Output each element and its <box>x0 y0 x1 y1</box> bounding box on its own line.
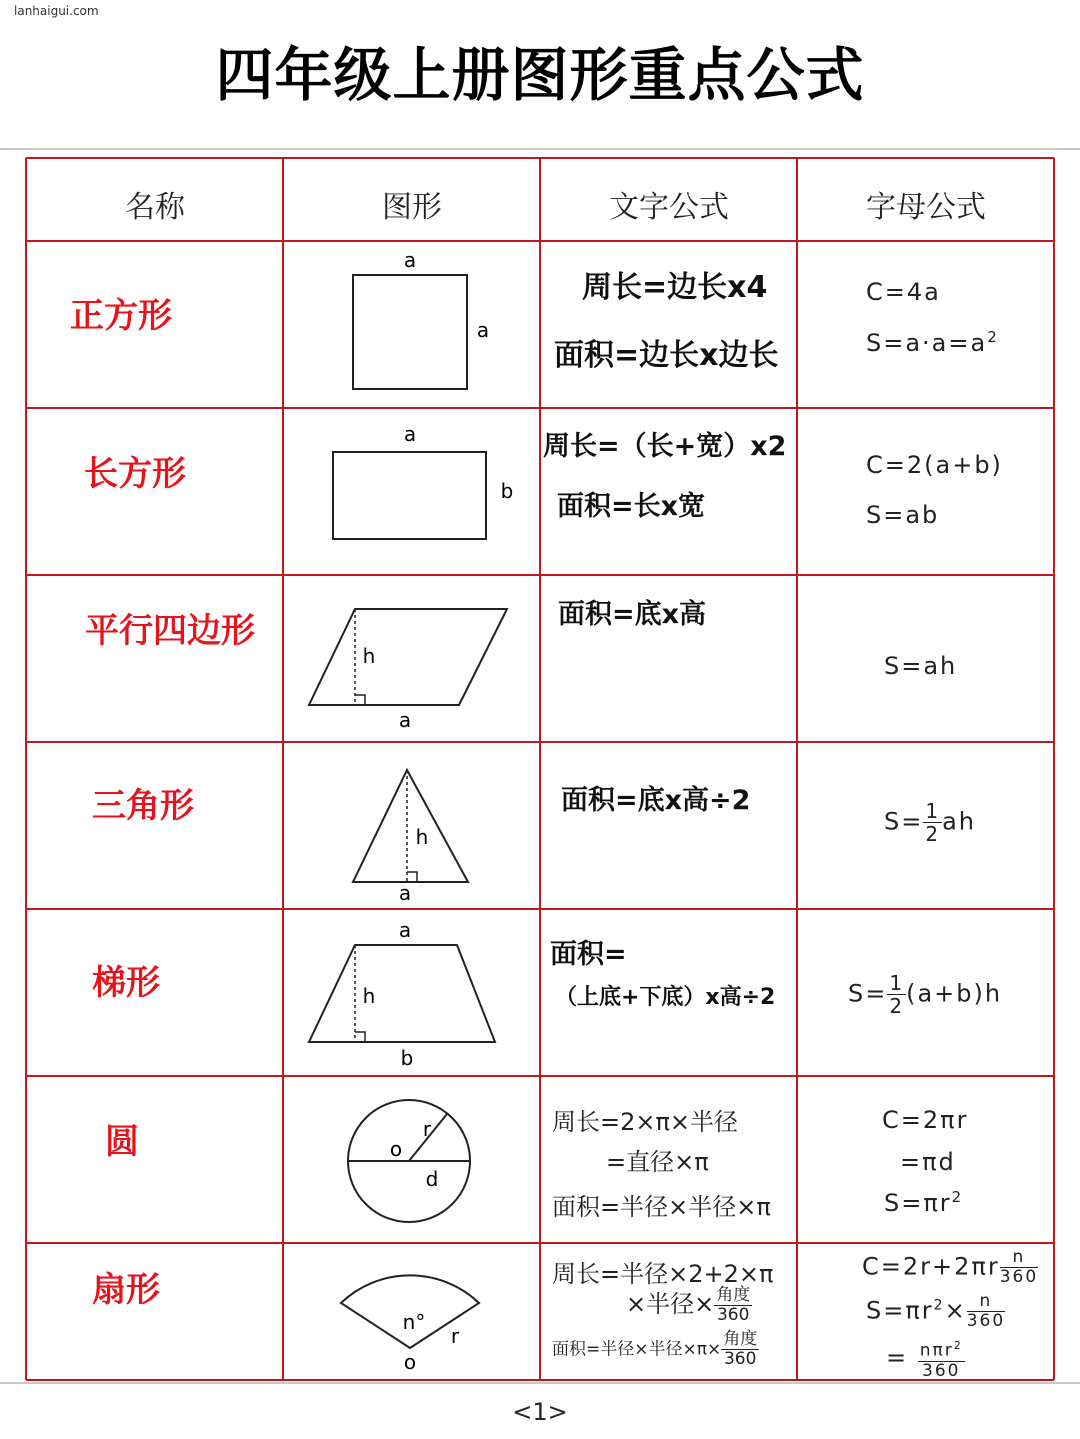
rectangle-area-formula: 面积=长x宽 <box>557 491 706 522</box>
triangle-label-h: h <box>415 825 429 849</box>
circle-label-diameter: d <box>425 1167 439 1191</box>
header-figure: 图形 <box>382 190 442 225</box>
sector-letter-area-simplified: = $\frac{n\pi r^2}{360}$ <box>886 1336 965 1381</box>
trapezoid-area-formula-line2: （上底+下底）x高÷2 <box>555 985 776 1010</box>
site-watermark: lanhaigui.com <box>14 4 99 18</box>
sector-figure <box>283 1243 540 1380</box>
rectangle-letter-area: S=ab <box>866 501 940 529</box>
parallelogram-area-formula: 面积=底x高 <box>558 599 707 630</box>
shape-name-rectangle: 长方形 <box>84 454 186 494</box>
page-title: 四年级上册图形重点公式 <box>215 41 865 109</box>
trapezoid-label-base: b <box>400 1046 414 1070</box>
square-figure <box>283 241 540 408</box>
triangle-figure <box>283 742 540 909</box>
circle-perimeter-formula: 周长=2×π×半径 <box>552 1108 739 1136</box>
circle-letter-perimeter-alt: =πd <box>900 1148 956 1176</box>
rectangle-label-top: a <box>403 422 417 446</box>
shape-name-sector: 扇形 <box>92 1270 160 1310</box>
circle-letter-area: $S=\pi r^2$ <box>884 1188 964 1217</box>
square-label-top: a <box>403 248 417 272</box>
sector-perimeter-formula-cont: ×半径× $\frac{\text{角度}}{360}$ <box>626 1284 751 1325</box>
sector-label-center: o <box>403 1350 417 1374</box>
header-word-formula: 文字公式 <box>609 190 729 225</box>
rectangle-label-side: b <box>500 479 514 503</box>
triangle-letter-area: S= $\frac{1}{2}$ ah <box>884 799 976 846</box>
sector-area-formula: 面积=半径×半径×π× $\frac{\text{角度}}{360}$ <box>552 1329 758 1369</box>
shape-name-square: 正方形 <box>70 296 172 336</box>
square-perimeter-formula: 周长=边长x4 <box>582 270 768 305</box>
sector-letter-perimeter: C=2r+2πr $\frac{n}{360}$ <box>862 1247 1039 1287</box>
bottom-divider <box>0 1382 1080 1384</box>
shape-name-circle: 圆 <box>105 1122 139 1162</box>
page-number: <1> <box>512 1398 568 1426</box>
rectangle-figure <box>283 408 540 575</box>
rectangle-letter-perimeter: C=2(a+b) <box>866 451 1003 479</box>
parallelogram-label-base: a <box>398 708 412 732</box>
circle-label-radius: r <box>422 1117 432 1141</box>
sector-label-angle: n° <box>402 1310 426 1334</box>
circle-area-formula: 面积=半径×半径×π <box>552 1193 771 1221</box>
parallelogram-letter-area: S=ah <box>884 652 958 680</box>
trapezoid-label-top: a <box>398 918 412 942</box>
square-letter-perimeter: C=4a <box>866 278 941 306</box>
trapezoid-area-formula-line1: 面积= <box>550 939 627 970</box>
square-label-side: a <box>476 318 490 342</box>
triangle-area-formula: 面积=底x高÷2 <box>561 785 751 816</box>
sector-perimeter-formula: 周长=半径×2+2×π <box>552 1260 774 1288</box>
parallelogram-figure <box>283 575 540 742</box>
square-area-formula: 面积=边长x边长 <box>554 338 779 373</box>
sector-letter-area: $S=\pi r^2\times$ $\frac{n}{360}$ <box>866 1291 1006 1331</box>
circle-figure <box>283 1076 540 1243</box>
trapezoid-figure <box>283 909 540 1076</box>
trapezoid-letter-area: S= $\frac{1}{2}$ (a+b)h <box>848 971 1003 1018</box>
shape-name-parallelogram: 平行四边形 <box>85 611 255 651</box>
rectangle-perimeter-formula: 周长=（长+宽）x2 <box>543 431 787 462</box>
sector-label-radius: r <box>450 1324 460 1348</box>
circle-perimeter-formula-alt: =直径×π <box>606 1148 709 1176</box>
header-name: 名称 <box>125 190 185 225</box>
parallelogram-label-h: h <box>362 644 376 668</box>
triangle-label-base: a <box>398 881 412 905</box>
header-letter-formula: 字母公式 <box>866 190 986 225</box>
circle-letter-perimeter: C=2πr <box>882 1106 969 1134</box>
shape-name-triangle: 三角形 <box>92 786 194 826</box>
shape-name-trapezoid: 梯形 <box>92 963 160 1003</box>
square-letter-area: $S=a\cdot a=a^2$ <box>866 328 999 357</box>
circle-label-center: o <box>389 1137 403 1161</box>
trapezoid-label-h: h <box>362 984 376 1008</box>
